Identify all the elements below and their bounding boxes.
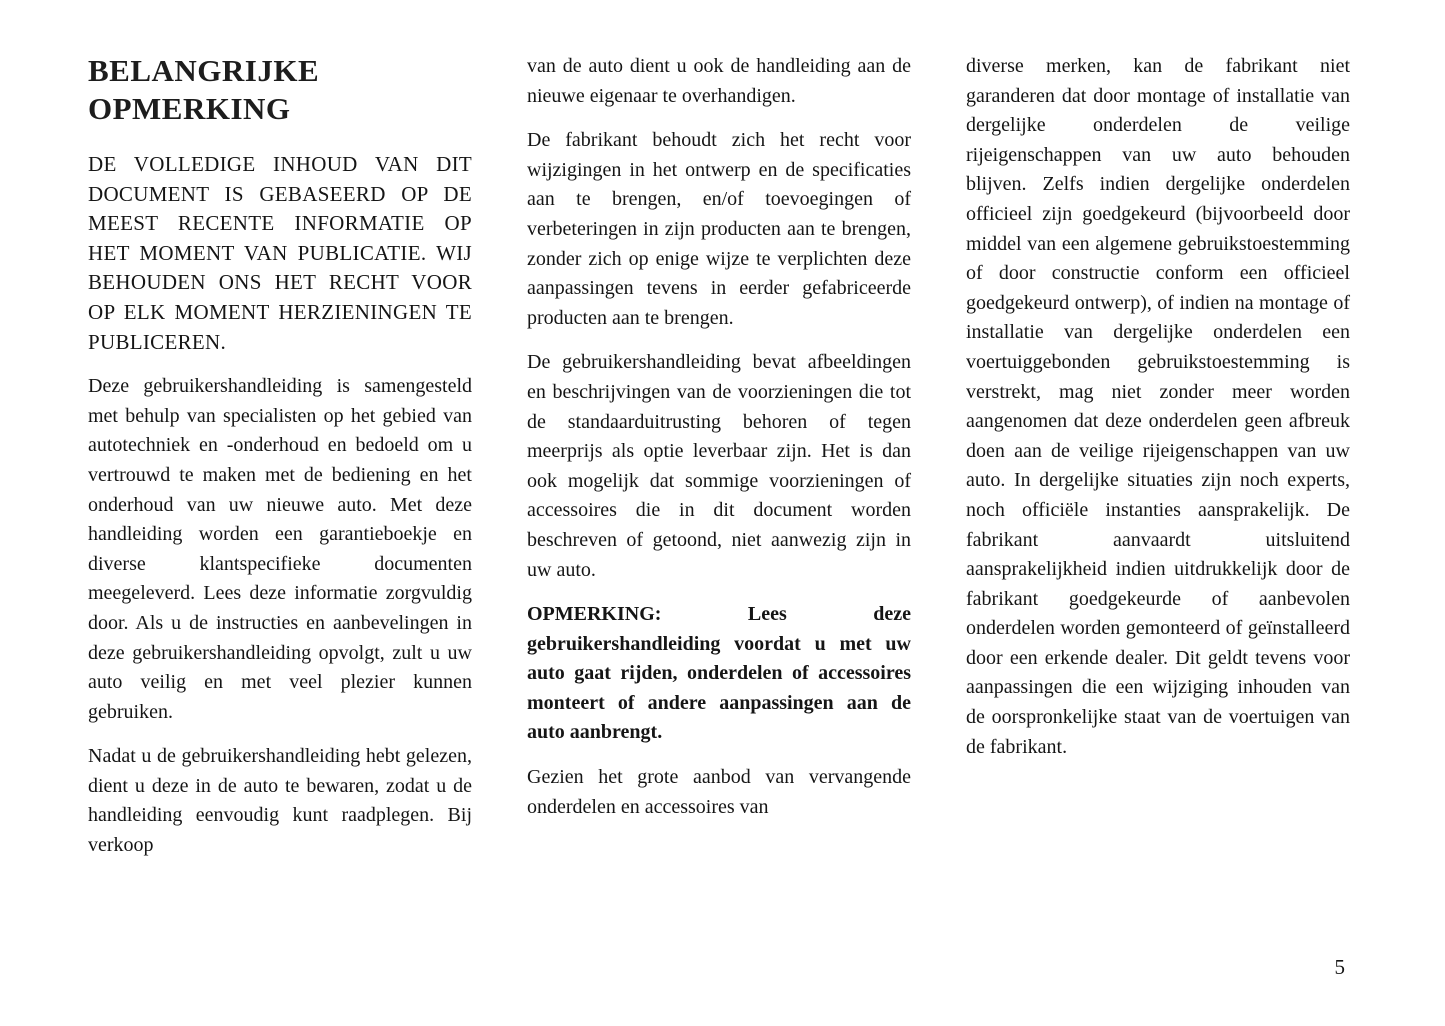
manufacturer-rights-paragraph: De fabrikant behoudt zich het recht voor wijzigingen in het ontwerp en de specificaties aan te brengen, en/of toevoegingen of verbeteringen in zijn producten aan te brengen, zonder zich op enige wijze te verplichten deze aanpassingen tevens in eerder gefabriceerde producten aan te brengen.	[527, 129, 911, 329]
page-title: BELANGRIJKE OPMERKING	[88, 53, 320, 126]
handover-paragraph: van de auto dient u ook de handleiding aan de nieuwe eigenaar te overhandigen.	[527, 55, 911, 107]
column-2	[527, 52, 911, 876]
column-3	[966, 52, 1350, 876]
intro-paragraph: Deze gebruikershandleiding is samengesteld met behulp van specialisten op het gebied van autotechniek en -onderhoud en bedoeld om u vertrouwd te maken met de bediening en het onderhoud van uw nieuwe auto. Met deze handleiding worden een garantieboekje en diverse klantspecifieke documenten meegeleverd. Lees deze informatie zorgvuldig door. Als u de instructies en aanbevelingen in deze gebruikershandleiding opvolgt, zult u uw auto veilig en met veel plezier kunnen gebruiken.	[88, 375, 472, 723]
liability-paragraph: diverse merken, kan de fabrikant niet garanderen dat door montage of installatie van dergelijke onderdelen de veilige rijeigenschappen van uw auto behouden blijven. Zelfs indien dergelijke onderdelen officieel zijn goedgekeurd (bijvoorbeeld door middel van een algemene gebruikstoestemming of door constructie conform een officieel goedgekeurd ontwerp), of indien na montage of installatie van dergelijke onderdelen een voertuiggebonden gebruikstoestemming is verstrekt, mag niet zonder meer worden aangenomen dat deze onderdelen geen afbreuk doen aan de veilige rijeigenschappen van uw auto. In dergelijke situaties zijn noch experts, noch officiële instanties aansprakelijk. De fabrikant aanvaardt uitsluitend aansprakelijkheid indien uitdrukkelijk door de fabrikant goedgekeurde of aanbevolen onderdelen worden gemonteerd of geïnstalleerd door een erkende dealer. Dit geldt tevens voor aanpassingen die een wijziging inhouden van de oorspronkelijke staat van de voertuigen van de fabrikant.	[966, 55, 1350, 758]
column-1	[88, 52, 472, 876]
equipment-description-paragraph: De gebruikershandleiding bevat afbeeldingen en beschrijvingen van de voorzieningen die tot de standaarduitrusting behoren of tegen meerprijs als optie leverbaar zijn. Het is dan ook mogelijk dat sommige voorzieningen of accessoires die in dit document worden beschreven of getoond, niet aanwezig zijn in uw auto.	[527, 351, 911, 581]
opmerking-bold-paragraph: OPMERKING: Lees deze gebruikershandleiding voordat u met uw auto gaat rijden, onderdelen of accessoires monteert of andere aanpassingen aan de auto aanbrengt.	[527, 603, 911, 744]
page-number: 5	[1334, 955, 1345, 979]
keep-in-car-paragraph: Nadat u de gebruikershandleiding hebt gelezen, dient u deze in de auto te bewaren, zodat u de handleiding eenvoudig kunt raadplegen. Bij verkoop	[88, 745, 472, 857]
important-note-caps-paragraph: DE VOLLEDIGE INHOUD VAN DIT DOCUMENT IS GEBASEERD OP DE MEEST RECENTE INFORMATIE OP HET MOMENT VAN PUBLICATIE. WIJ BEHOUDEN ONS HET RECHT VOOR OP ELK MOMENT HERZIENINGEN TE PUBLICEREN.	[88, 152, 472, 354]
parts-supply-paragraph: Gezien het grote aanbod van vervangende onderdelen en accessoires van	[527, 766, 911, 818]
